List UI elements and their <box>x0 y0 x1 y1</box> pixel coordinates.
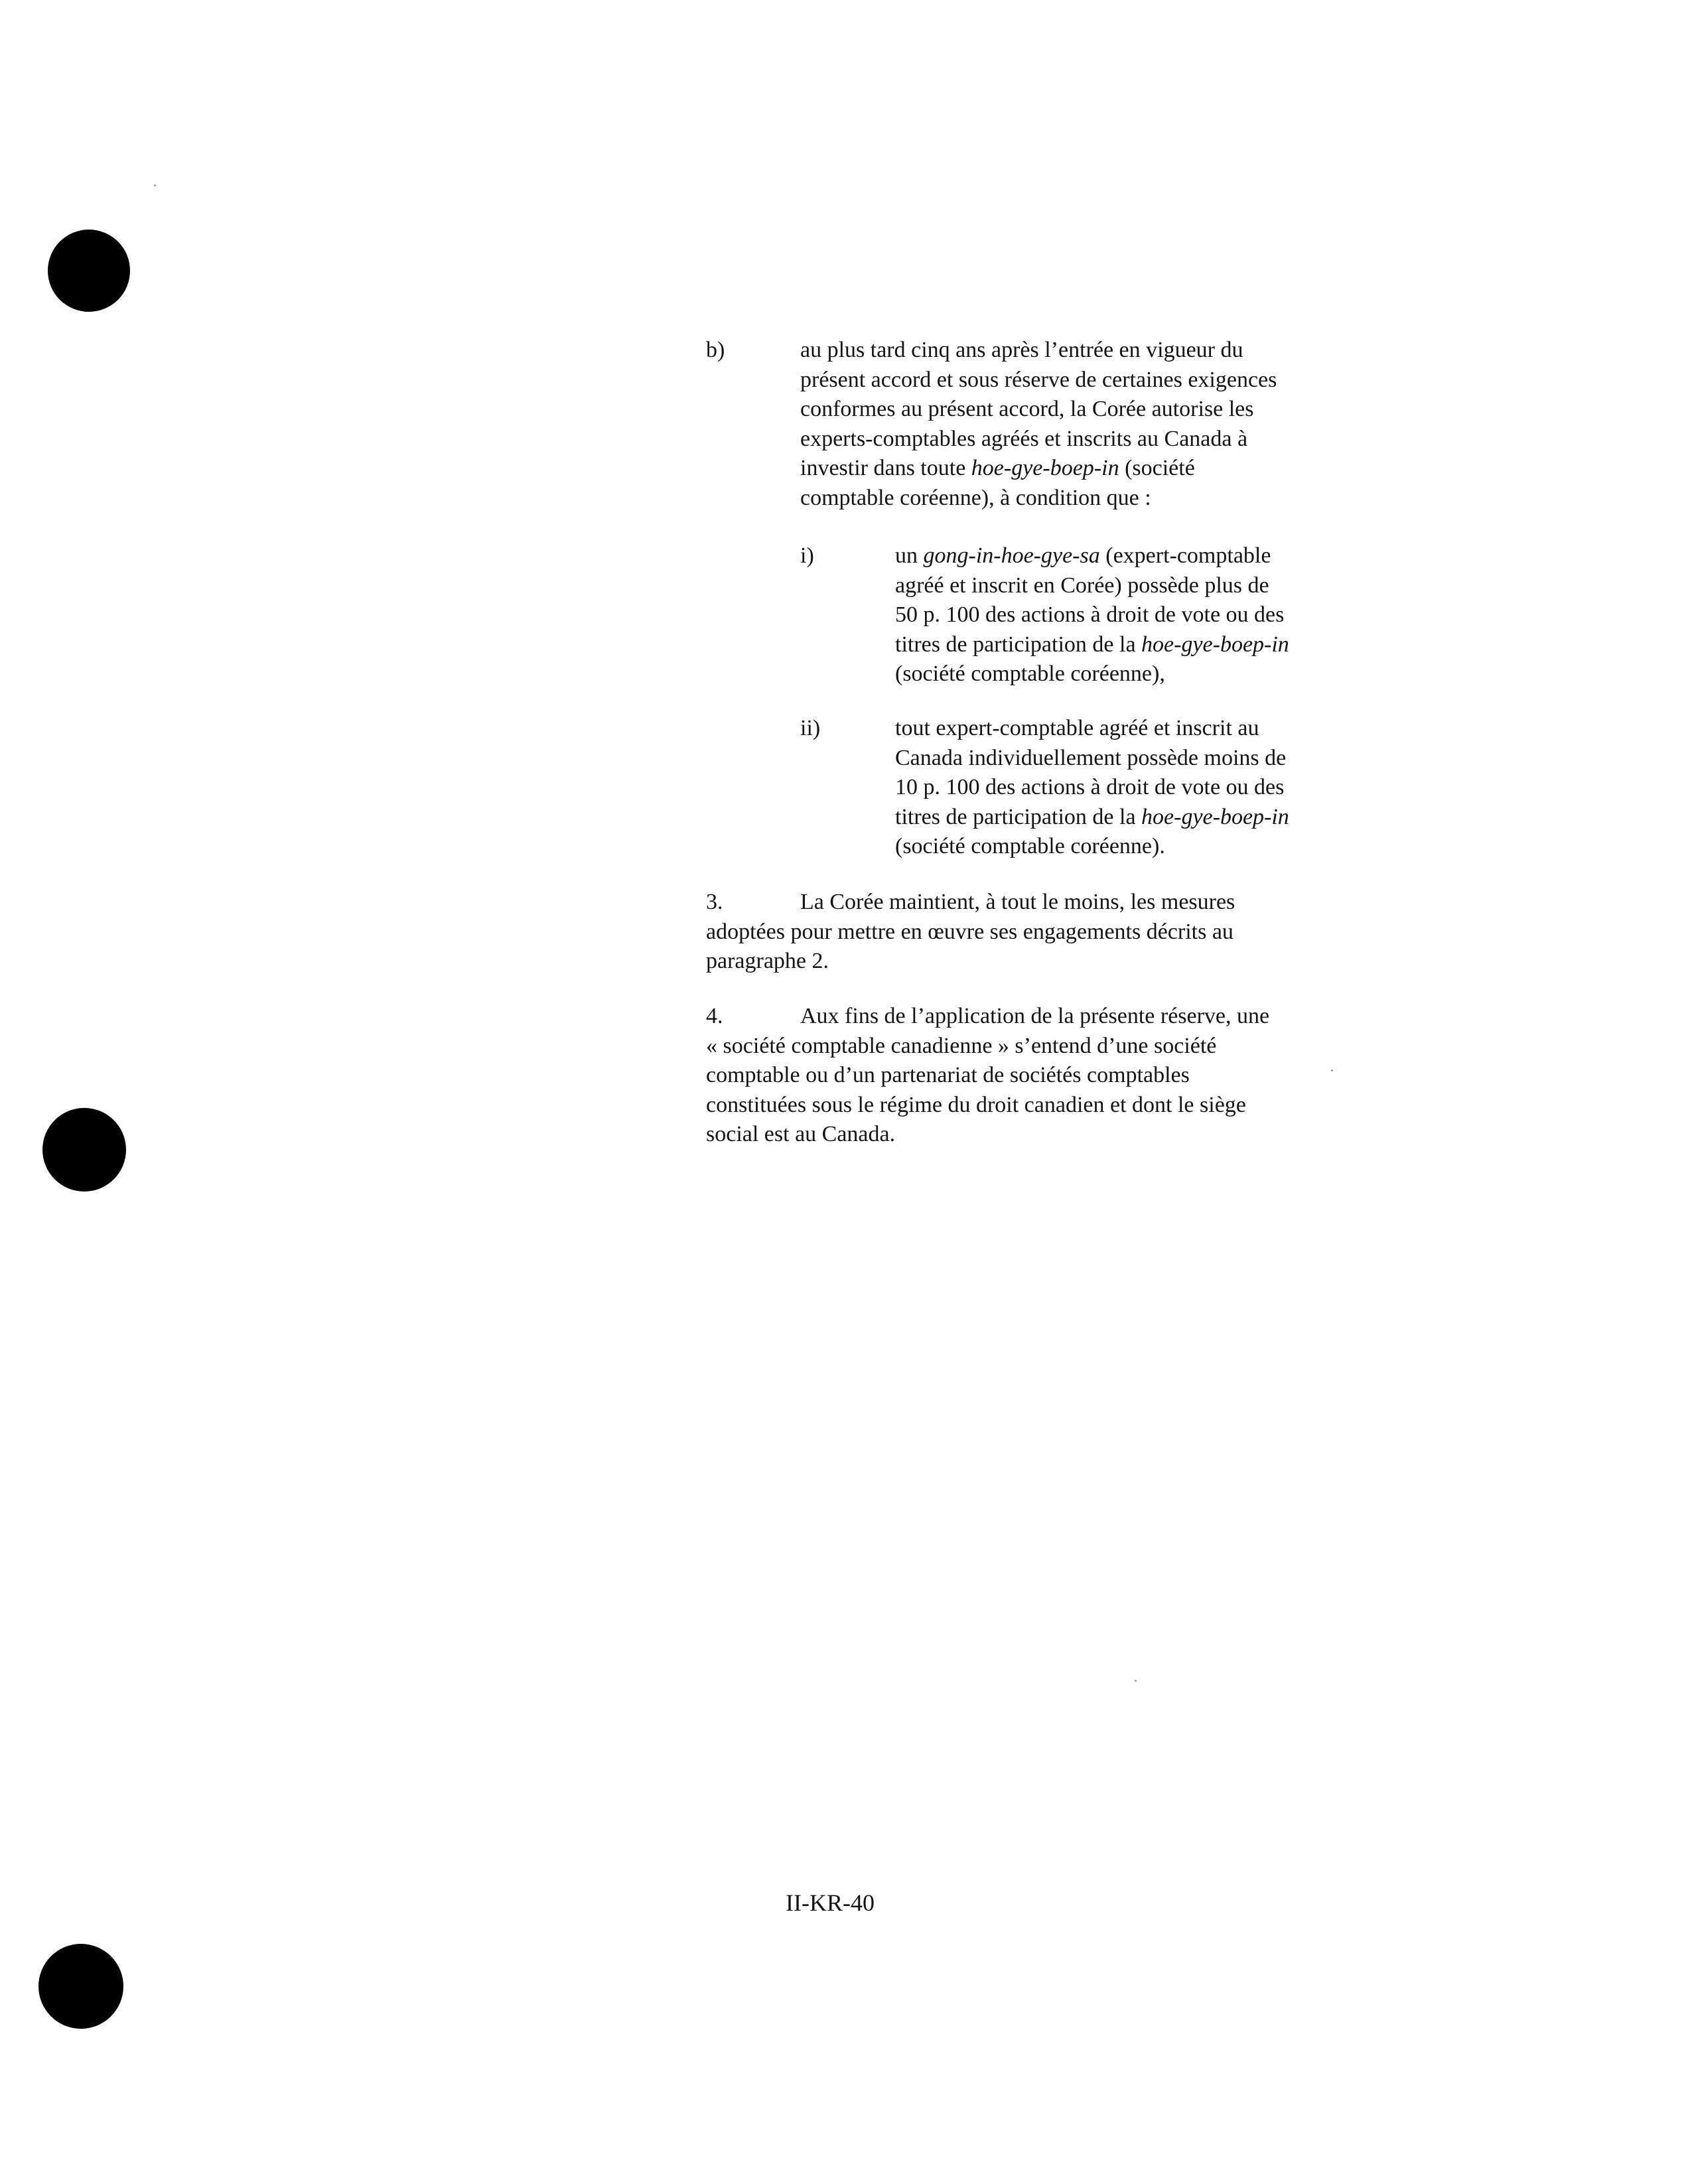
korean-term: hoe-gye-boep-in <box>1141 804 1289 829</box>
text-line: agréé et inscrit en Corée) possède plus de <box>895 573 1269 598</box>
paragraph-number: 3. <box>706 890 723 914</box>
text-line <box>706 888 1235 918</box>
text-line: 50 p. 100 des actions à droit de vote ou des <box>895 602 1285 627</box>
punch-hole <box>42 1108 126 1192</box>
item-ii-label: ii) <box>800 716 821 740</box>
text-run: (société <box>1119 456 1195 480</box>
text-line: constituées sous le régime du droit canadien et dont le siège <box>706 1092 1246 1117</box>
text-line: adoptées pour mettre en œuvre ses engagements décrits au <box>706 919 1234 944</box>
text-run: titres de participation de la <box>895 632 1142 657</box>
text-line: paragraphe 2. <box>706 949 829 973</box>
text-line <box>895 630 1289 660</box>
text-line: 10 p. 100 des actions à droit de vote ou des <box>895 775 1285 799</box>
text-line: « société comptable canadienne » s’entend d’une société <box>706 1033 1217 1058</box>
text-run: (expert-comptable <box>1099 543 1271 568</box>
text-line <box>706 1002 1269 1032</box>
text-line: conformes au présent accord, la Corée autorise les <box>800 397 1254 421</box>
text-line: experts-comptables agréés et inscrits au Canada à <box>800 426 1248 451</box>
text-line: comptable coréenne), à condition que : <box>800 485 1151 510</box>
item-b-label: b) <box>706 338 725 362</box>
text-run: La Corée maintient, à tout le moins, les mesures <box>800 890 1235 914</box>
text-line: Canada individuellement possède moins de <box>895 745 1287 770</box>
text-line: comptable ou d’un partenariat de sociétés comptables <box>706 1063 1190 1087</box>
page-number: II-KR-40 <box>786 1889 875 1916</box>
item-i-label: i) <box>800 543 814 568</box>
scan-speck <box>154 184 156 186</box>
text-line <box>800 454 1277 484</box>
paragraph-number: 4. <box>706 1004 723 1028</box>
item-b-text <box>800 336 1277 513</box>
text-run: investir dans toute <box>800 456 971 480</box>
punch-hole <box>38 1944 123 2029</box>
item-i-text <box>895 541 1289 689</box>
scan-speck <box>1331 1069 1333 1071</box>
text-line: présent accord et sous réserve de certaines exigences <box>800 367 1277 392</box>
text-line: au plus tard cinq ans après l’entrée en vigueur du <box>800 338 1243 362</box>
item-ii-text <box>895 714 1289 862</box>
text-run: un <box>895 543 924 568</box>
korean-term: hoe-gye-boep-in <box>971 456 1119 480</box>
text-run: Aux fins de l’application de la présente réserve, une <box>800 1004 1270 1028</box>
text-line: tout expert-comptable agréé et inscrit au <box>895 716 1259 740</box>
text-line: (société comptable coréenne), <box>895 661 1165 686</box>
text-line: social est au Canada. <box>706 1122 896 1146</box>
paragraph-4 <box>706 1002 1269 1150</box>
korean-term: gong-in-hoe-gye-sa <box>923 543 1100 568</box>
text-line <box>895 803 1289 833</box>
punch-hole <box>48 230 130 312</box>
korean-term: hoe-gye-boep-in <box>1141 632 1289 657</box>
text-line: (société comptable coréenne). <box>895 834 1165 858</box>
text-line <box>895 541 1289 571</box>
scan-speck <box>1135 1680 1137 1682</box>
paragraph-3 <box>706 888 1235 977</box>
text-run: titres de participation de la <box>895 804 1142 829</box>
